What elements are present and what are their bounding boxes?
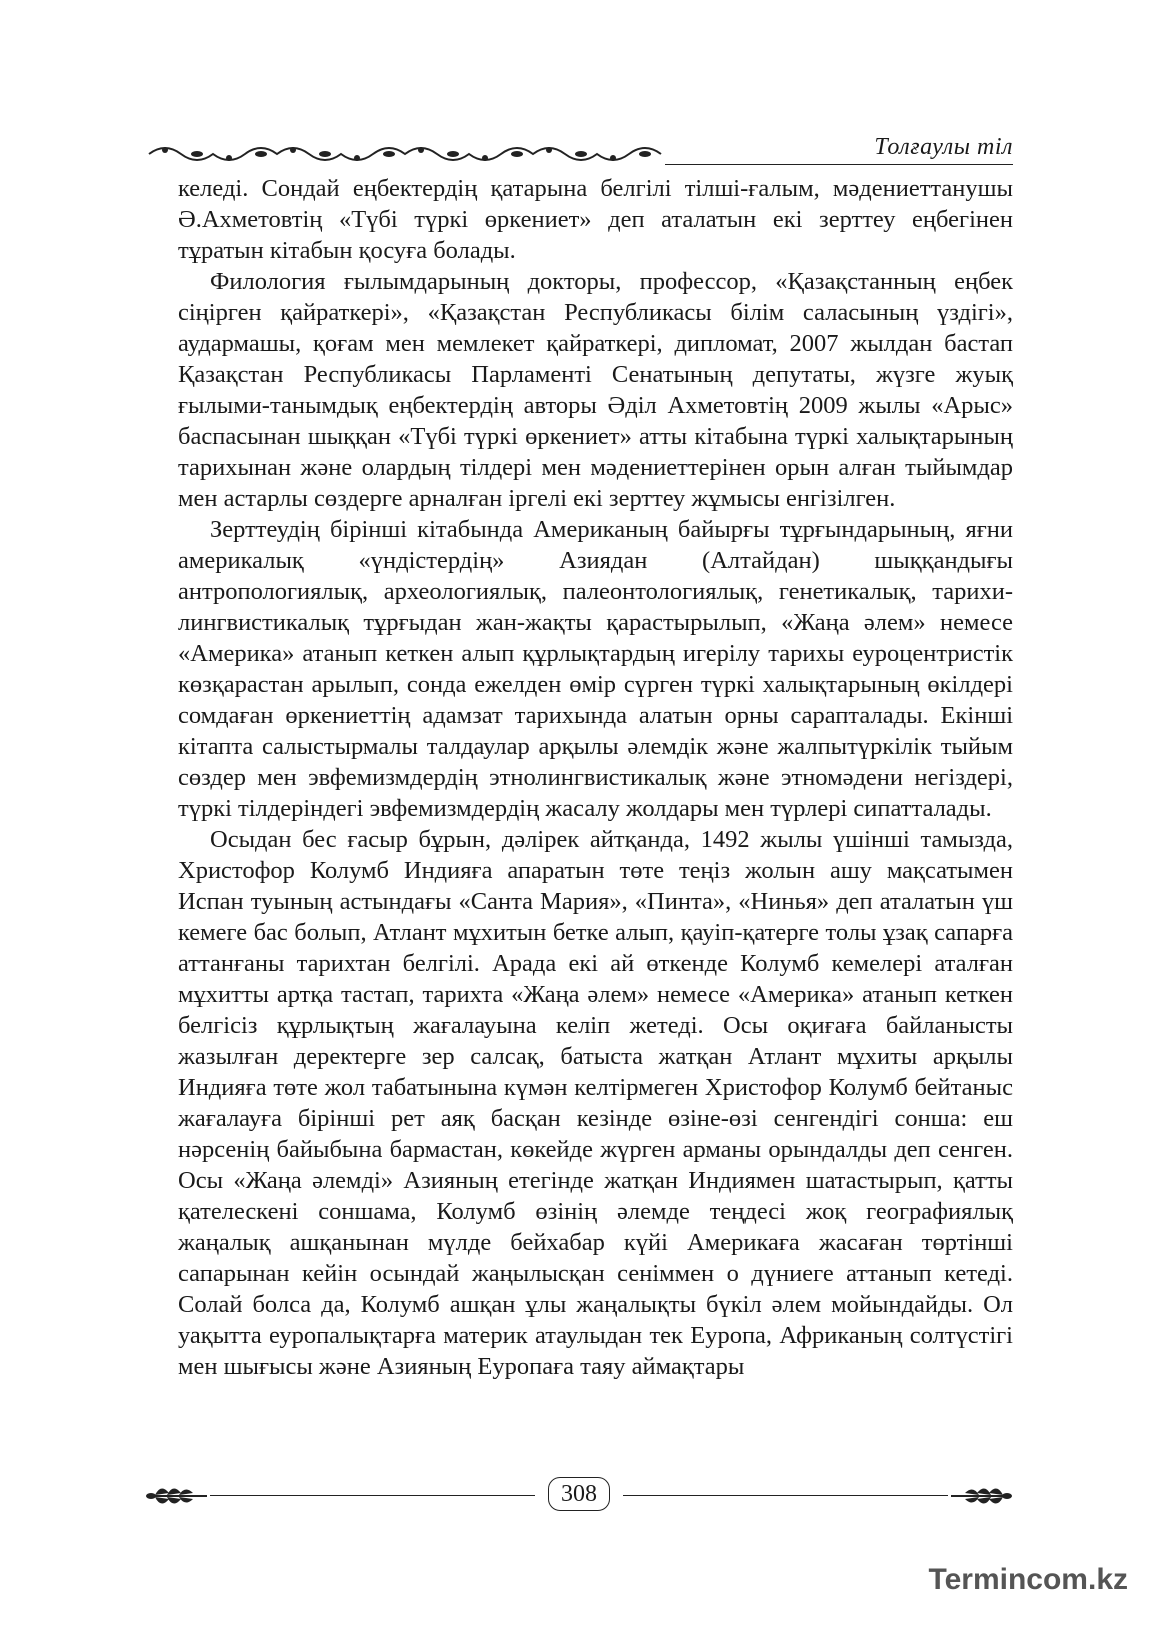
page-number: 308: [548, 1477, 610, 1511]
footer-rule-left: [210, 1495, 535, 1496]
header-rule: [665, 164, 1013, 165]
right-leaf-ornament-icon: [949, 1479, 1013, 1511]
header-scroll-ornament: [145, 138, 665, 168]
watermark-logo: Termincom.kz: [928, 1563, 1128, 1596]
body-text: [178, 173, 1013, 1382]
paragraph-2: Филология ғылымдарының докторы, профессор, «Қазақстанның еңбек сіңірген қайраткері», «Қазақстан Республикасы білім саласының үздігі», аудармашы, қоғам мен мемлекет қайраткері, дипломат, 2007 жылдан бастап Қазақстан Республикасы Парламенті Сенатының депутаты, жүзге жуық ғылыми-танымдық еңбектердің авторы Әділ Ахметовтің 2009 жылы «Арыс» баспасынан шыққан «Түбі түркі өркениет» атты кітабына түркі халықтарының тарихынан және олардың тілдері мен мәдениеттерінен орын алған тыйымдар мен астарлы сөздерге арналған іргелі екі зерттеу жұмысы енгізілген.: [178, 268, 1013, 512]
running-title: Толғаулы тіл: [874, 134, 1013, 160]
paragraph-4: Осыдан бес ғасыр бұрын, дәлірек айтқанда, 1492 жылы үшінші тамызда, Христофор Колумб Индияға апаратын төте теңіз жолын ашу мақсатымен Испан туының астындағы «Санта Мария», «Пинта», «Нинья» деп аталатын үш кемеге бас болып, Атлант мұхитын бетке алып, қауіп-қатерге толы ұзақ сапарға аттанғаны тарихтан белгілі. Арада екі ай өткенде Колумб кемелері аталған мұхитты артқа тастап, тарихта «Жаңа әлем» немесе «Америка» атанып кеткен белгісіз құрлықтың жағалауына келіп жетеді. Осы оқиғаға байланысты жазылған деректерге зер салсақ, батыста жатқан Атлант мұхиты арқылы Индияға төте жол табатынына күмән келтірмеген Христофор Колумб бейтаныс жағалауға бірінші рет аяқ басқан кезінде өзіне-өзі сенгендігі сонша: еш нәрсенің байыбына бармастан, көкейде жүрген арманы орындалды деп сенген. Осы «Жаңа әлемді» Азияның етегінде жатқан Индиямен шатастырып, қатты қателескені соншама, Колумб өзінің әлемде теңдесі жоқ географиялық жаңалық ашқанынан мүлде бейхабар күйі Америкаға жасаған төртінші сапарынан кейін осындай жаңылысқан сеніммен о дүниеге аттанып кетеді. Солай болса да, Колумб ашқан ұлы жаңалықты бүкіл әлем мойындайды. Ол уақытта еуропалықтарға материк атаулыдан тек Еуропа, Африканың солтүстігі мен шығысы және Азияның Еуропаға таяу аймақтары: [178, 826, 1013, 1380]
paragraph-3: Зерттеудің бірінші кітабында Американың байырғы тұрғындарының, яғни америкалық «үндістердің» Азиядан (Алтайдан) шыққандығы антропологиялық, археологиялық, палеонтологиялық, генетикалық, тарихи-лингвистикалық тұрғыдан жан-жақты қарастырылып, «Жаңа әлем» немесе «Америка» атанып кеткен алып құрлықтардың игерілу тарихы еуроцентристік көзқарастан арылып, сонда ежелден өмір сүрген түркі халықтарының өкілдері сомдаған өркениеттің адамзат тарихында алатын орны сарапталады. Екінші кітапта салыстырмалы талдаулар арқылы әлемдік және жалпытүркілік тыйым сөздер мен эвфемизмдердің этнолингвистикалық және этномәдени негіздері, түркі тілдеріндегі эвфемизмдердің жасалу жолдары мен түрлері сипатталады.: [178, 516, 1013, 822]
left-leaf-ornament-icon: [145, 1479, 209, 1511]
page-footer: [145, 1477, 1013, 1513]
paragraph-1: келеді. Сондай еңбектердің қатарына белгілі тілші-ғалым, мәдениеттанушы Ә.Ахметовтің «Түбі түркі өркениет» деп аталатын екі зерттеу еңбегінен тұратын кітабын қосуға болады.: [178, 175, 1013, 264]
footer-rule-right: [623, 1495, 948, 1496]
